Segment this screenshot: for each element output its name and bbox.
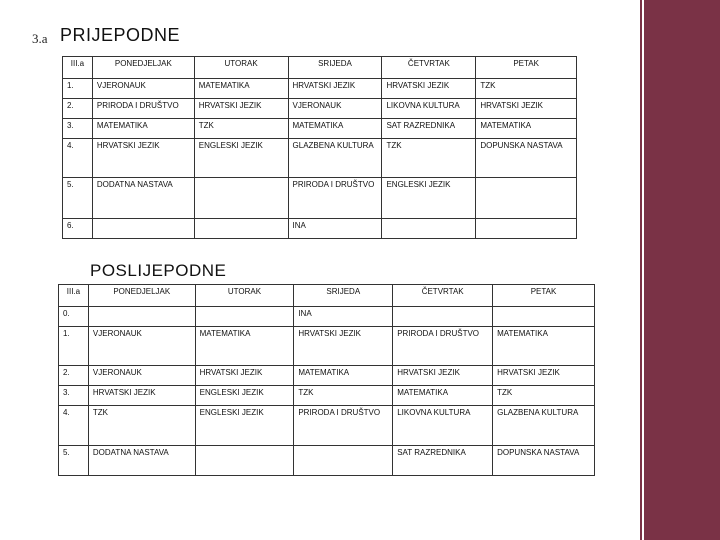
table-row	[63, 119, 577, 139]
header-cell: PONEDJELJAK	[88, 285, 195, 307]
afternoon-title: POSLIJEPODNE	[90, 261, 227, 280]
table-cell: MATEMATIKA	[288, 119, 382, 139]
period-cell: 2.	[59, 366, 89, 386]
table-row	[59, 446, 595, 476]
table-row	[59, 406, 595, 446]
table-cell: MATEMATIKA	[194, 79, 288, 99]
table-cell: PRIRODA I DRUŠTVO	[294, 406, 393, 446]
table-cell: HRVATSKI JEZIK	[195, 366, 294, 386]
table-header-row	[59, 285, 595, 307]
morning-title: PRIJEPODNE	[60, 25, 181, 45]
period-cell: 5.	[63, 178, 93, 219]
table-cell: SAT RAZREDNIKA	[382, 119, 476, 139]
period-cell: 1.	[59, 327, 89, 366]
header-cell: PETAK	[476, 57, 577, 79]
table-cell: HRVATSKI JEZIK	[288, 79, 382, 99]
header-cell: PETAK	[493, 285, 595, 307]
table-row	[63, 99, 577, 119]
table-cell: MATEMATIKA	[393, 386, 493, 406]
table-cell: VJERONAUK	[92, 79, 194, 99]
table-cell: GLAZBENA KULTURA	[288, 139, 382, 178]
decorative-side-bar	[644, 0, 720, 540]
table-cell: HRVATSKI JEZIK	[294, 327, 393, 366]
table-cell: SAT RAZREDNIKA	[393, 446, 493, 476]
header-cell: ČETVRTAK	[382, 57, 476, 79]
afternoon-schedule-table	[58, 284, 595, 476]
header-cell: III.a	[59, 285, 89, 307]
table-cell: LIKOVNA KULTURA	[393, 406, 493, 446]
table-cell: HRVATSKI JEZIK	[92, 139, 194, 178]
table-cell	[88, 307, 195, 327]
table-row	[59, 307, 595, 327]
table-cell	[195, 446, 294, 476]
table-cell: INA	[294, 307, 393, 327]
table-cell: MATEMATIKA	[195, 327, 294, 366]
table-cell: DODATNA NASTAVA	[88, 446, 195, 476]
table-cell: TZK	[476, 79, 577, 99]
period-cell: 6.	[63, 219, 93, 239]
period-cell: 3.	[59, 386, 89, 406]
table-cell: MATEMATIKA	[493, 327, 595, 366]
slide-number: 3.a	[32, 31, 48, 46]
table-row	[63, 139, 577, 178]
period-cell: 1.	[63, 79, 93, 99]
period-cell: 0.	[59, 307, 89, 327]
header-cell: SRIJEDA	[294, 285, 393, 307]
table-cell: ENGLESKI JEZIK	[194, 139, 288, 178]
table-cell: HRVATSKI JEZIK	[382, 79, 476, 99]
table-cell: HRVATSKI JEZIK	[194, 99, 288, 119]
table-cell: MATEMATIKA	[92, 119, 194, 139]
table-cell: PRIRODA I DRUŠTVO	[288, 178, 382, 219]
table-cell: TZK	[294, 386, 393, 406]
header-cell: UTORAK	[194, 57, 288, 79]
table-cell	[195, 307, 294, 327]
table-cell: TZK	[493, 386, 595, 406]
table-cell: VJERONAUK	[88, 327, 195, 366]
table-row	[63, 79, 577, 99]
table-cell: PRIRODA I DRUŠTVO	[393, 327, 493, 366]
table-cell: HRVATSKI JEZIK	[88, 386, 195, 406]
period-cell: 3.	[63, 119, 93, 139]
period-cell: 4.	[63, 139, 93, 178]
table-cell: ENGLESKI JEZIK	[195, 386, 294, 406]
table-cell	[382, 219, 476, 239]
header-cell: ČETVRTAK	[393, 285, 493, 307]
table-cell: HRVATSKI JEZIK	[476, 99, 577, 119]
table-row	[63, 178, 577, 219]
decorative-divider-line	[640, 0, 642, 540]
table-cell	[476, 219, 577, 239]
table-header-row	[63, 57, 577, 79]
header-cell: SRIJEDA	[288, 57, 382, 79]
period-cell: 2.	[63, 99, 93, 119]
period-cell: 4.	[59, 406, 89, 446]
table-row	[59, 327, 595, 366]
table-row	[59, 366, 595, 386]
table-row	[59, 386, 595, 406]
table-cell	[194, 178, 288, 219]
table-cell: VJERONAUK	[288, 99, 382, 119]
table-cell: TZK	[382, 139, 476, 178]
table-cell: LIKOVNA KULTURA	[382, 99, 476, 119]
table-cell: DOPUNSKA NASTAVA	[493, 446, 595, 476]
table-cell	[476, 178, 577, 219]
table-cell: DODATNA NASTAVA	[92, 178, 194, 219]
morning-schedule-table	[62, 56, 577, 239]
table-cell: HRVATSKI JEZIK	[493, 366, 595, 386]
table-cell: TZK	[194, 119, 288, 139]
table-cell: GLAZBENA KULTURA	[493, 406, 595, 446]
table-cell: MATEMATIKA	[476, 119, 577, 139]
table-row	[63, 219, 577, 239]
table-cell: HRVATSKI JEZIK	[393, 366, 493, 386]
period-cell: 5.	[59, 446, 89, 476]
header-cell: UTORAK	[195, 285, 294, 307]
table-cell	[393, 307, 493, 327]
table-cell: ENGLESKI JEZIK	[195, 406, 294, 446]
table-cell: TZK	[88, 406, 195, 446]
table-cell: PRIRODA I DRUŠTVO	[92, 99, 194, 119]
table-cell	[294, 446, 393, 476]
table-cell: INA	[288, 219, 382, 239]
table-cell: DOPUNSKA NASTAVA	[476, 139, 577, 178]
table-cell: MATEMATIKA	[294, 366, 393, 386]
table-cell: ENGLESKI JEZIK	[382, 178, 476, 219]
header-cell: PONEDJELJAK	[92, 57, 194, 79]
table-cell: VJERONAUK	[88, 366, 195, 386]
table-cell	[493, 307, 595, 327]
table-cell	[194, 219, 288, 239]
header-cell: III.a	[63, 57, 93, 79]
table-cell	[92, 219, 194, 239]
